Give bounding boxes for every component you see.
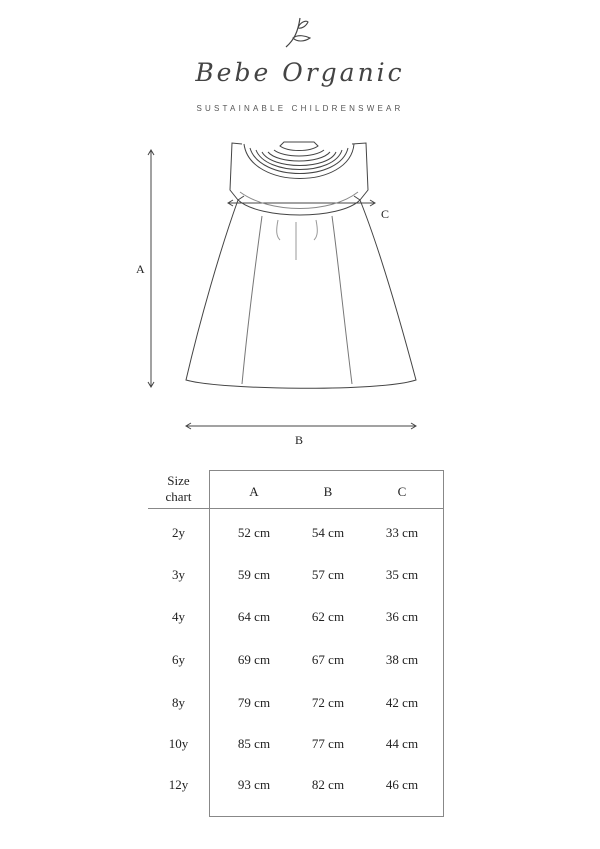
table-row <box>148 682 444 724</box>
table-row <box>148 764 444 806</box>
brand-name: Bebe Organic <box>195 58 405 87</box>
brand-tagline: SUSTAINABLE CHILDRENSWEAR <box>196 104 404 113</box>
size-cell: 3y <box>172 567 185 582</box>
measure-c-cell: 33 cm <box>385 525 419 540</box>
measure-c-cell: 38 cm <box>385 652 419 667</box>
measure-a-cell: 59 cm <box>237 567 271 582</box>
size-cell: 2y <box>172 525 185 540</box>
measure-b-cell: 72 cm <box>311 695 345 710</box>
size-chart-table <box>148 470 444 817</box>
header-col-c: C <box>397 484 407 499</box>
measure-c-cell: 35 cm <box>385 567 419 582</box>
table-row <box>148 723 444 765</box>
measure-b-cell: 82 cm <box>311 777 345 792</box>
measure-b-cell: 67 cm <box>311 652 345 667</box>
size-cell: 8y <box>172 695 185 710</box>
dimension-b-label: B <box>295 433 304 447</box>
measure-a-cell: 85 cm <box>237 736 271 751</box>
table-row <box>148 554 444 596</box>
measure-b-cell: 54 cm <box>311 525 345 540</box>
table-row <box>148 639 444 681</box>
header-size-chart: Size chart <box>165 473 192 504</box>
measure-c-cell: 42 cm <box>385 695 419 710</box>
measure-a-cell: 79 cm <box>237 695 271 710</box>
size-cell: 4y <box>172 609 185 624</box>
measure-a-cell: 93 cm <box>237 777 271 792</box>
table-border-bottom <box>209 816 444 817</box>
measure-b-cell: 57 cm <box>311 567 345 582</box>
header-col-b: B <box>323 484 333 499</box>
measure-c-cell: 44 cm <box>385 736 419 751</box>
table-divider-horizontal <box>148 508 444 509</box>
table-row <box>148 512 444 554</box>
leaf-logo-icon <box>282 14 322 50</box>
measure-c-cell: 36 cm <box>385 609 419 624</box>
table-row <box>148 596 444 638</box>
dimension-a-label: A <box>136 262 145 276</box>
header-col-a: A <box>249 484 259 499</box>
measure-a-cell: 64 cm <box>237 609 271 624</box>
size-cell: 6y <box>172 652 185 667</box>
measure-a-cell: 69 cm <box>237 652 271 667</box>
size-cell: 12y <box>168 777 189 792</box>
measure-c-cell: 46 cm <box>385 777 419 792</box>
measure-b-cell: 77 cm <box>311 736 345 751</box>
measure-a-cell: 52 cm <box>237 525 271 540</box>
measure-b-cell: 62 cm <box>311 609 345 624</box>
dimension-c-label: C <box>381 207 390 221</box>
dress-illustration <box>120 130 440 460</box>
table-border-top <box>209 470 444 471</box>
size-cell: 10y <box>168 736 189 751</box>
